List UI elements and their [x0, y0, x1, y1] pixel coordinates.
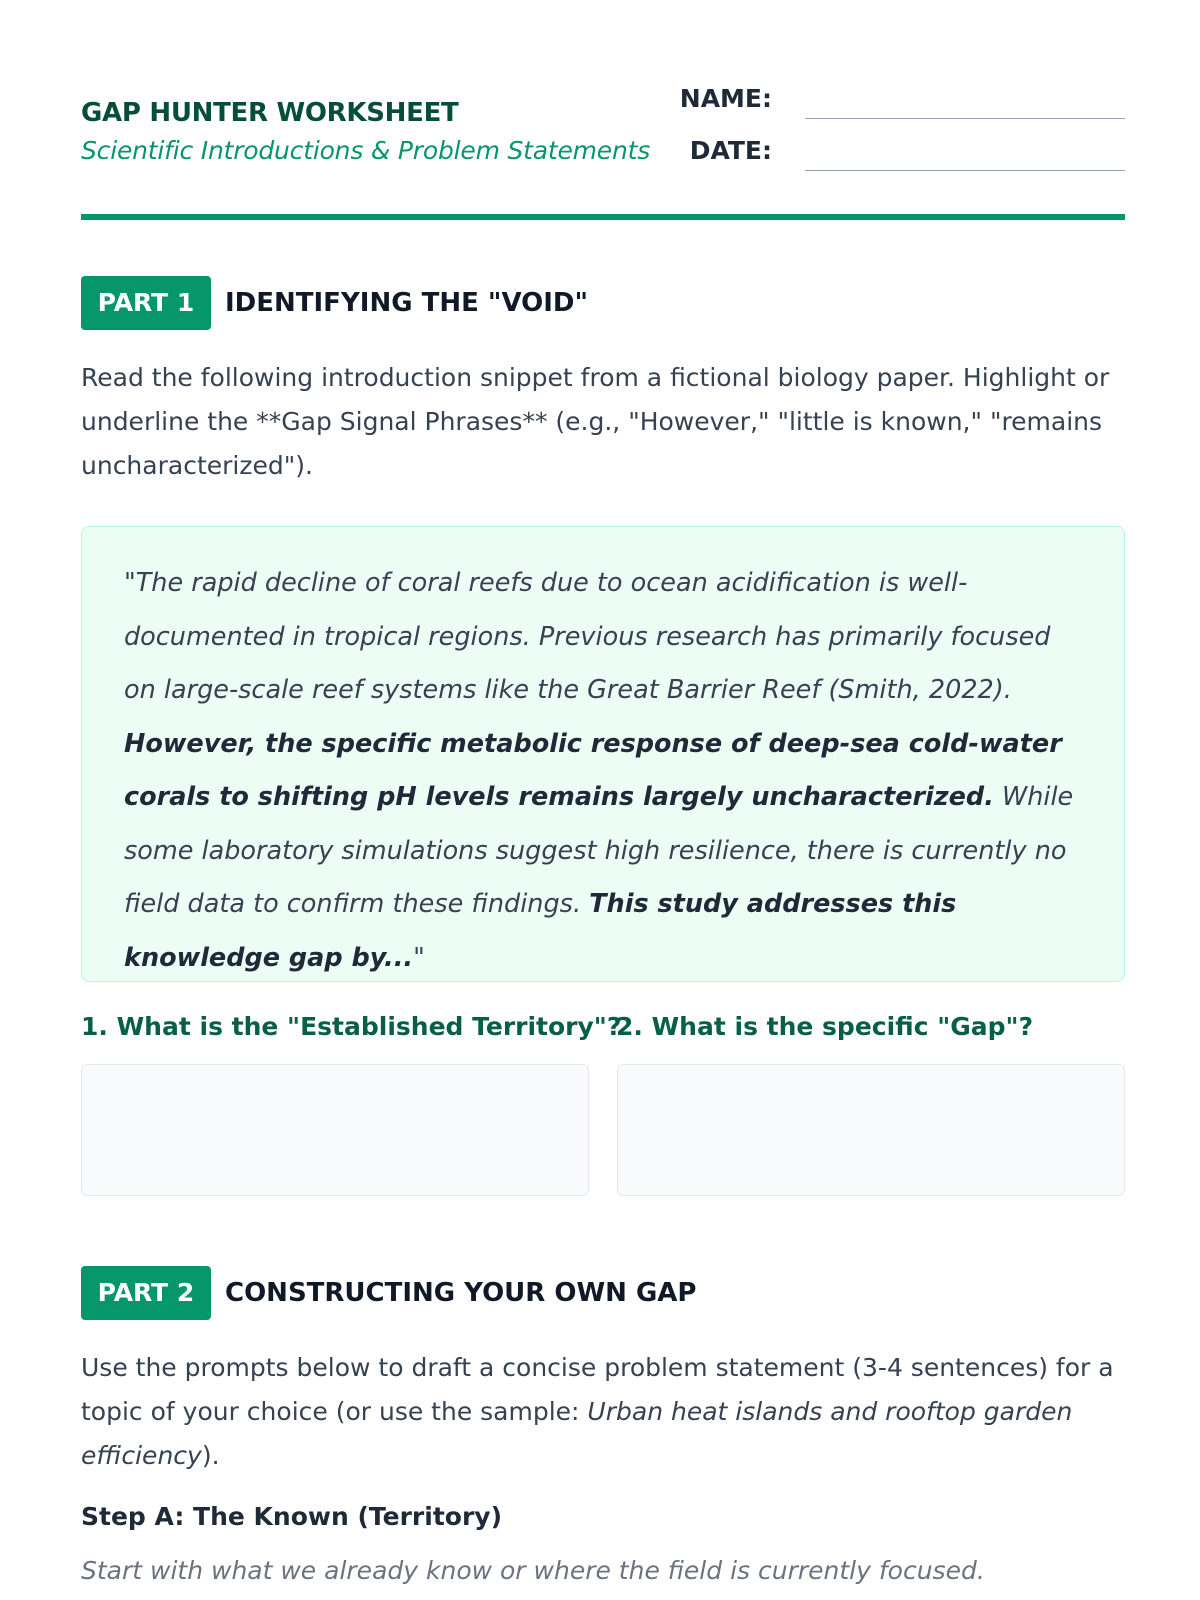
part2-instructions-text: Use the prompts below to draft a concise problem statement (3-4 sentences) for a topic of your choice (or use the sample: [81, 1353, 1114, 1426]
part2-badge: PART 2 [81, 1266, 211, 1320]
worksheet-subtitle: Scientific Introductions & Problem Statements [81, 136, 651, 165]
excerpt-text [124, 557, 1089, 985]
name-label: NAME: [679, 84, 772, 113]
answer-box-1[interactable] [81, 1064, 589, 1196]
excerpt-gap-statement: However, the specific metabolic response of deep-sea cold-water corals to shifting pH levels remains largely uncharacterized. [124, 728, 1062, 812]
part2-title: CONSTRUCTING YOUR OWN GAP [225, 1278, 697, 1308]
part1-badge: PART 1 [81, 276, 211, 330]
step-a-label: Step A: The Known (Territory) [81, 1502, 502, 1531]
date-field[interactable] [805, 170, 1125, 171]
question-2-label: 2. What is the specific "Gap"? [616, 1012, 1034, 1041]
excerpt-segment-1: "The rapid decline of coral reefs due to ocean acidification is well-documented in tropical regions. Previous research has primarily focused on large-scale reef systems like the Great Barrier Reef (Smith, 2022). [124, 568, 1051, 705]
part1-title: IDENTIFYING THE "VOID" [225, 288, 589, 318]
part1-instructions: Read the following introduction snippet from a fictional biology paper. Highlight or underline the **Gap Signal Phrases** (e.g., "However," "little is known," "remains uncharacterized"). [81, 363, 1110, 480]
question-1-label: 1. What is the "Established Territory"? [81, 1012, 622, 1041]
part2-sample-topic: Urban heat islands and rooftop garden efficiency [81, 1397, 1073, 1470]
excerpt-segment-3: While some laboratory simulations suggest high resilience, there is currently no field data to confirm these findings. [124, 782, 1074, 919]
answer-box-2[interactable] [617, 1064, 1125, 1196]
worksheet-header [81, 80, 1125, 220]
header-divider [81, 214, 1125, 220]
step-a-hint: Start with what we already know or where the field is currently focused. [81, 1556, 985, 1585]
part2-instructions-end: ). [201, 1441, 220, 1470]
part2-instructions [81, 1346, 1125, 1478]
excerpt-box [81, 526, 1125, 982]
name-field[interactable] [805, 118, 1125, 119]
excerpt-study-statement: This study addresses this knowledge gap by... [124, 889, 957, 973]
date-label: DATE: [689, 136, 772, 165]
excerpt-closing-quote: " [413, 942, 425, 973]
worksheet-title: GAP HUNTER WORKSHEET [81, 98, 459, 128]
